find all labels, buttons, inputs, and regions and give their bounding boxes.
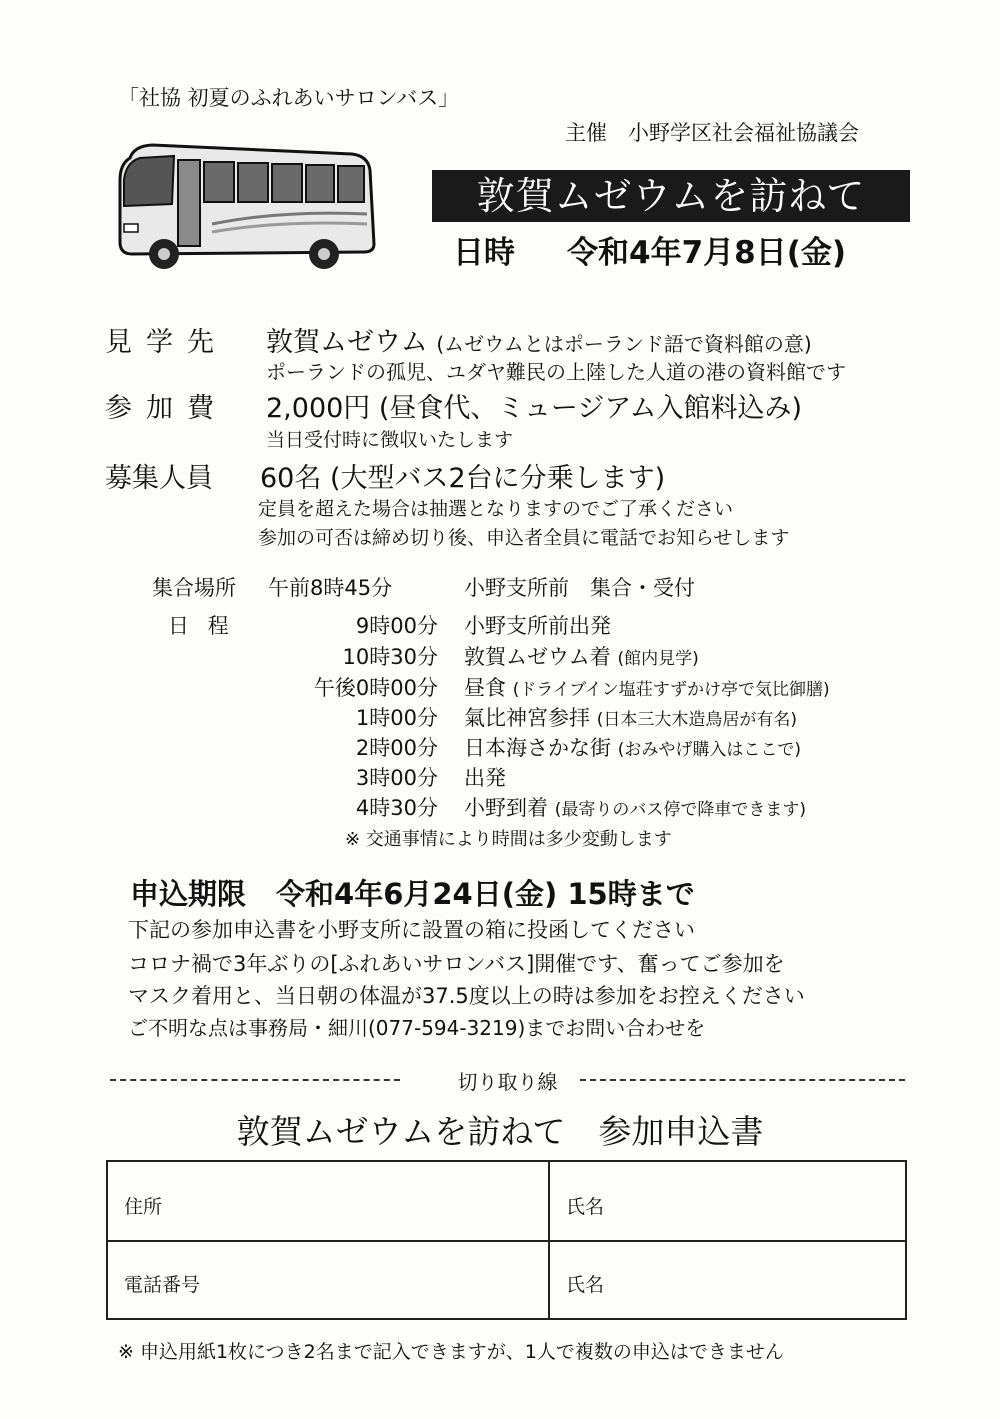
deadline-label: 申込期限 [130, 877, 247, 911]
destination-value [266, 320, 812, 359]
schedule-time-4: 1時00分 [355, 706, 438, 730]
event-title: 敦賀ムゼウムを訪ねて [432, 170, 910, 222]
cut-line-label: 切り取り線 [457, 1070, 558, 1094]
destination-note: (ムゼウムとはポーランド語で資料館の意) [436, 332, 812, 356]
capacity-sub1: 定員を超えた場合は抽選となりますのでご了承ください [258, 498, 734, 520]
name-field-2[interactable]: 氏名 [566, 1274, 605, 1296]
fee-amount: 2,000円 [266, 393, 371, 424]
meeting-place: 小野支所前 集合・受付 [464, 576, 695, 600]
schedule-time-5: 2時00分 [355, 736, 438, 760]
cut-line [110, 1064, 905, 1094]
schedule-event-7: 小野到着 (最寄りのバス停で降車できます) [464, 796, 806, 820]
schedule-time-7: 4時30分 [355, 796, 438, 820]
phone-field[interactable]: 電話番号 [124, 1274, 201, 1296]
schedule-label: 日 程 [168, 614, 235, 638]
deadline-value: 令和4年6月24日(金) 15時まで [276, 877, 695, 911]
schedule-time-3: 午後0時00分 [313, 676, 438, 700]
capacity-label: 募集人員 [105, 463, 213, 494]
fee-note: (昼食代、ミュージアム入館料込み) [378, 393, 802, 424]
form-title: 敦賀ムゼウムを訪ねて 参加申込書 [236, 1112, 764, 1151]
fee-value [266, 386, 802, 425]
schedule-time-1: 9時00分 [355, 614, 438, 638]
schedule-time-2: 10時30分 [342, 645, 438, 669]
info-line-1: 下記の参加申込書を小野支所に設置の箱に投函してください [128, 918, 695, 942]
destination-name: 敦賀ムゼウム [266, 327, 428, 358]
date-label: 日時 [453, 235, 515, 271]
schedule-time-6: 3時00分 [355, 766, 438, 790]
meeting-label: 集合場所 [152, 576, 236, 600]
address-field[interactable]: 住所 [124, 1196, 163, 1218]
application-form [106, 1160, 907, 1320]
destination-sub: ポーランドの孤児、ユダヤ難民の上陸した人道の港の資料館です [266, 360, 846, 384]
info-line-2: コロナ禍で3年ぶりの[ふれあいサロンバス]開催です、奮ってご参加を [128, 952, 785, 976]
date-value: 令和4年7月8日(金) [567, 235, 847, 271]
deadline [130, 872, 695, 913]
schedule-event-3: 昼食 (ドライブイン塩荘すずかけ亭で気比御膳) [464, 676, 830, 700]
schedule-event-4: 氣比神宮参拝 (日本三大木造鳥居が有名) [464, 706, 797, 730]
organizer: 主催 小野学区社会福祉協議会 [565, 121, 859, 145]
schedule-event-1: 小野支所前出発 [464, 614, 611, 638]
event-date [453, 227, 846, 272]
schedule-event-5: 日本海さかな街 (おみやげ購入はここで) [464, 736, 801, 760]
destination-label: 見学先 [105, 327, 228, 358]
schedule-note: ※ 交通事情により時間は多少変動します [345, 829, 672, 850]
schedule-event-6: 出発 [464, 766, 506, 790]
info-line-4: ご不明な点は事務局・細川(077-594-3219)までお問い合わせを [128, 1016, 706, 1040]
series-title: 「社協 初夏のふれあいサロンバス」 [118, 86, 460, 110]
schedule-event-2: 敦賀ムゼウム着 (館内見学) [464, 645, 699, 669]
capacity-number: 60名 [260, 463, 322, 494]
meeting-time: 午前8時45分 [268, 576, 393, 600]
capacity-note: (大型バス2台に分乗します) [329, 463, 666, 494]
capacity-sub2: 参加の可否は締め切り後、申込者全員に電話でお知らせします [258, 527, 790, 549]
fee-label: 参加費 [105, 393, 228, 424]
fee-sub: 当日受付時に徴収いたします [266, 429, 514, 451]
footer-note: ※ 申込用紙1枚につき2名まで記入できますが、1人で複数の申込はできません [118, 1341, 784, 1363]
bus-illustration [112, 140, 384, 278]
info-line-3: マスク着用と、当日朝の体温が37.5度以上の時は参加をお控えください [128, 984, 805, 1008]
capacity-value [260, 456, 665, 495]
name-field-1[interactable]: 氏名 [566, 1196, 605, 1218]
